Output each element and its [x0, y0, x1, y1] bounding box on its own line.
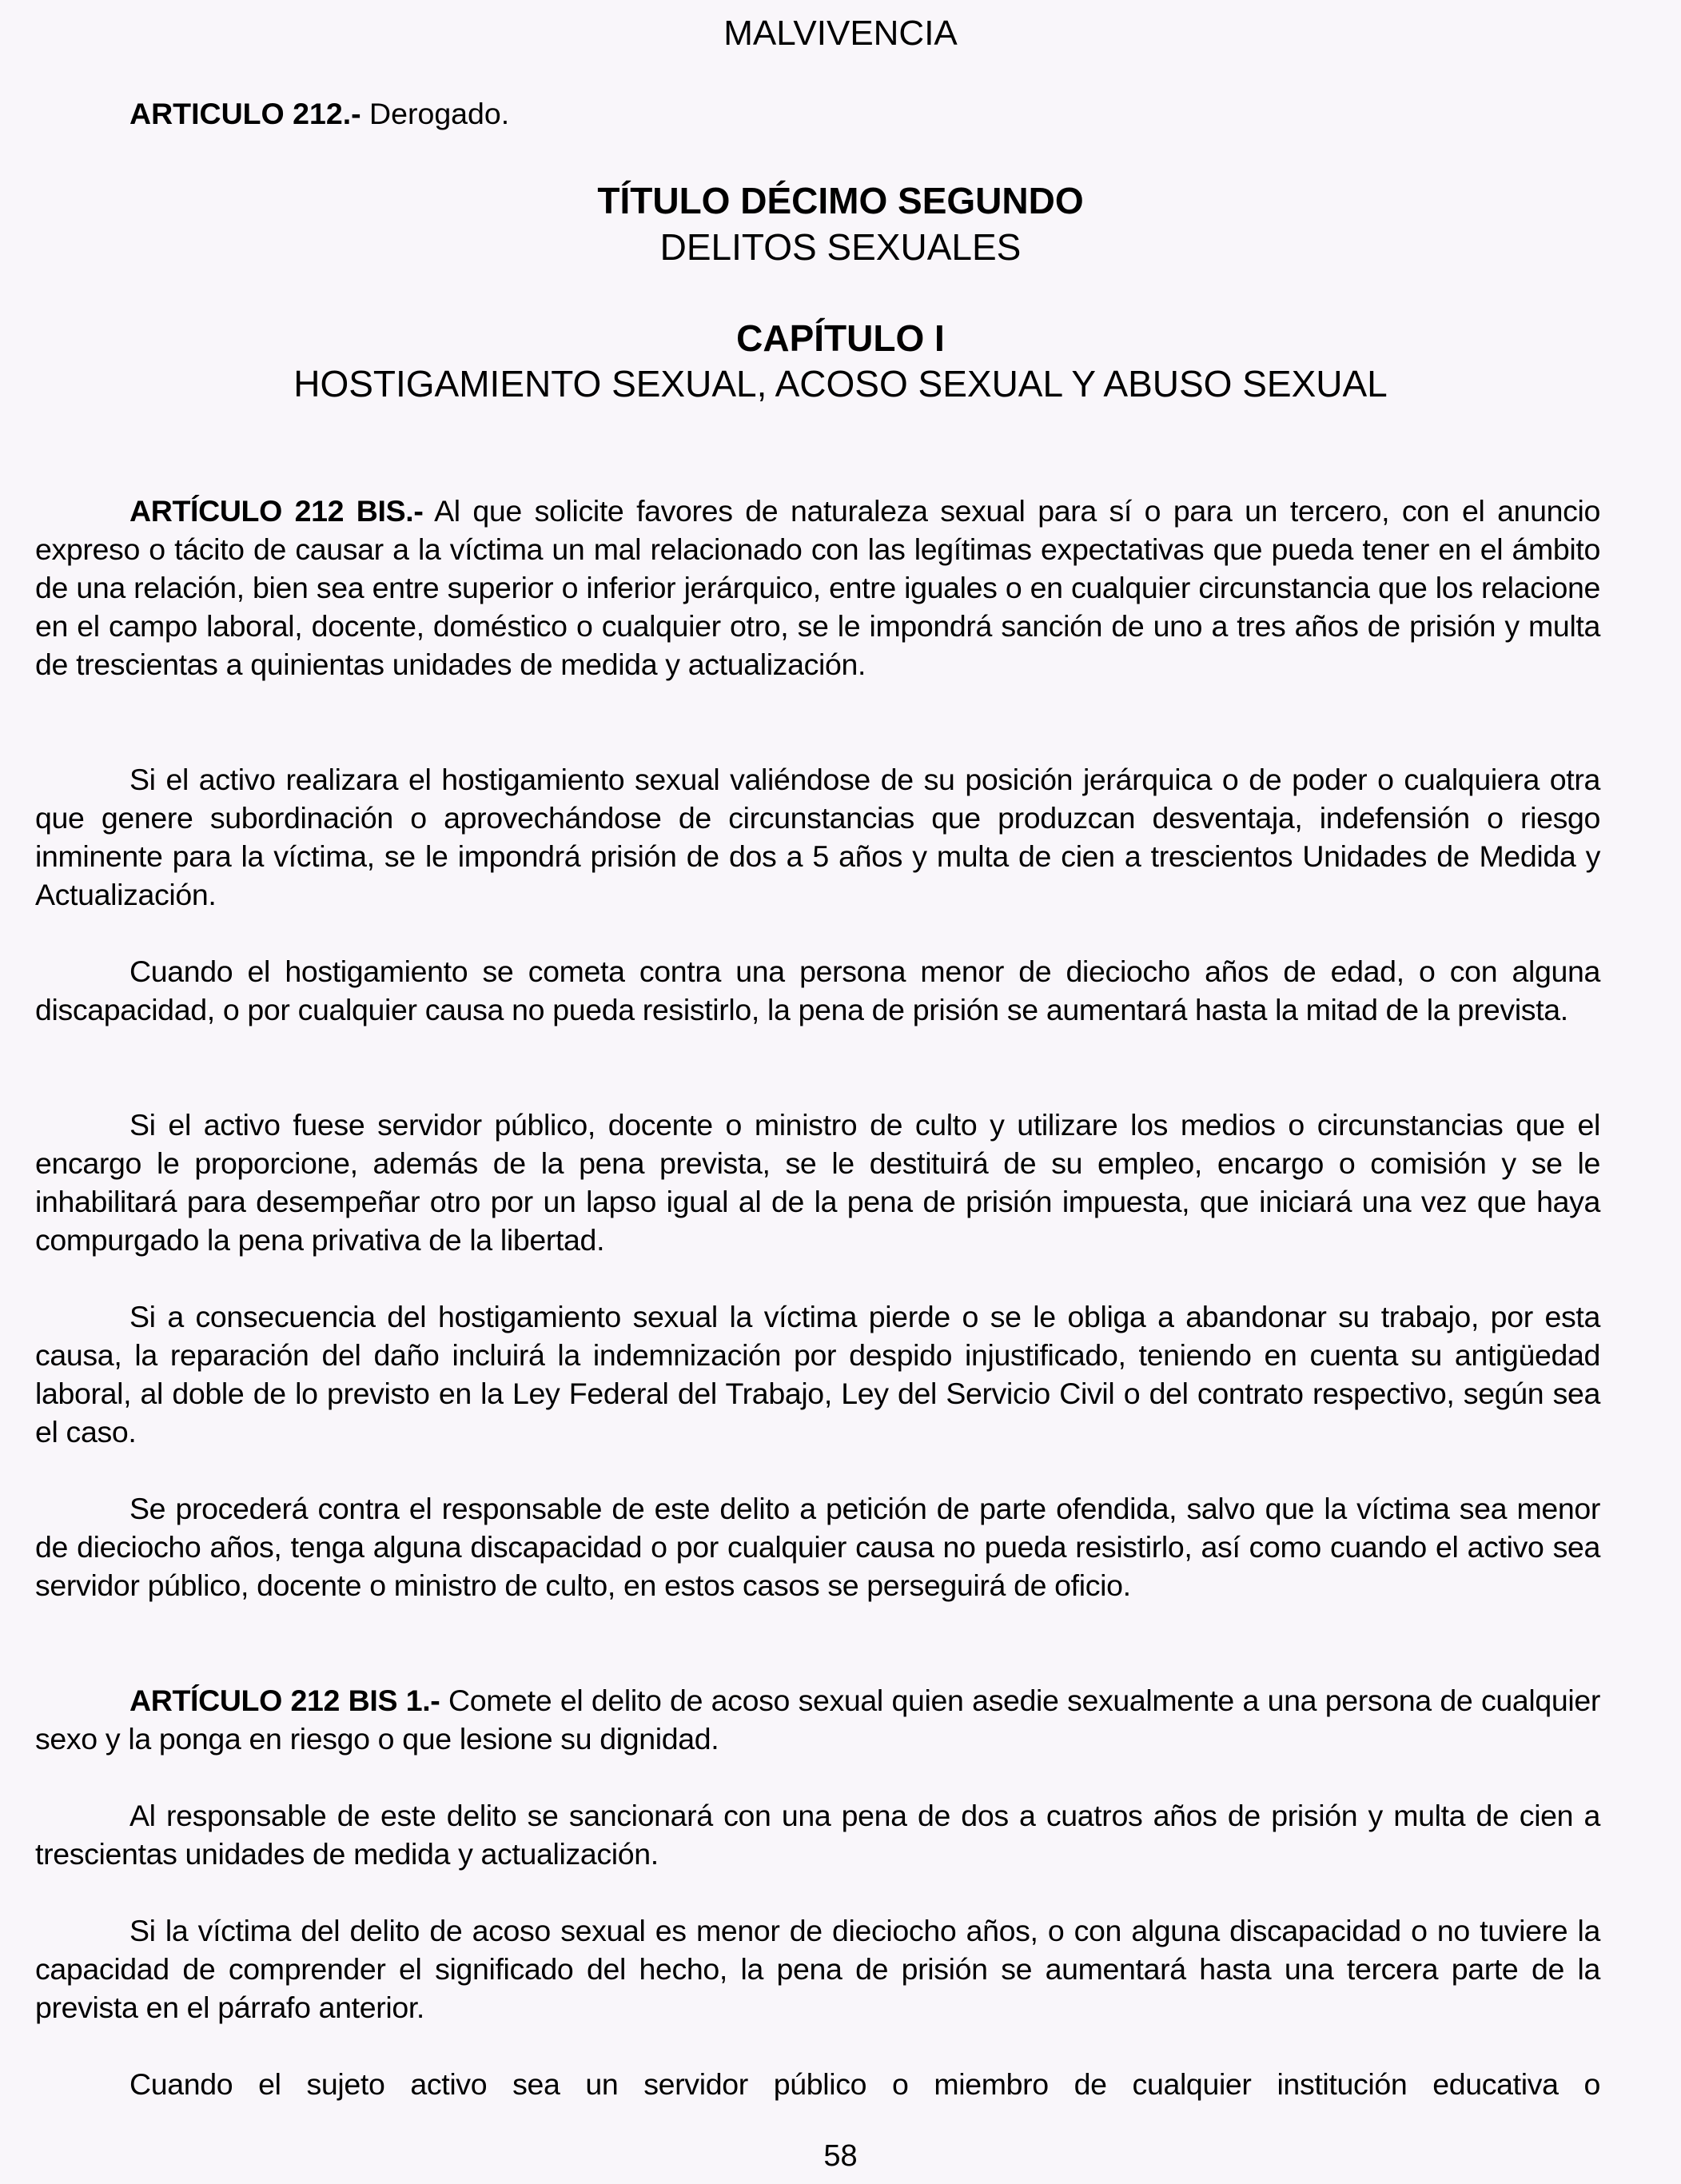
title-subheading: DELITOS SEXUALES — [659, 226, 1022, 268]
article-212-text: Derogado. — [360, 97, 510, 130]
paragraph-text: Comete el delito de acoso sexual quien asedie sexualmente a una persona de cualquier sexo y la ponga en riesgo o que lesione su dignidad. — [35, 1684, 1600, 1756]
paragraph — [35, 1911, 1600, 2027]
paragraph — [35, 1106, 1600, 1259]
article-212-bis-1 — [35, 1681, 1600, 1758]
running-head: MALVIVENCIA — [723, 14, 958, 53]
paragraph-text: Se procederá contra el responsable de este delito a petición de parte ofendida, salvo que la víctima sea menor de dieciocho años, tenga alguna discapacidad o por cualquier causa no pueda resistirlo, así como cuando el activo sea servidor público, docente o ministro de culto, en estos casos se perseguirá de oficio. — [35, 1492, 1600, 1602]
paragraph — [35, 952, 1600, 1029]
paragraph-text: Cuando el sujeto activo sea un servidor público o miembro de cualquier institución educativa o — [129, 2067, 1600, 2101]
paragraph-text: Al responsable de este delito se sancionará con una pena de dos a cuatros años de prisión y multa de cien a trescientas unidades de medida y actualización. — [35, 1799, 1600, 1871]
paragraph-continued — [35, 2065, 1600, 2103]
chapter-subheading: HOSTIGAMIENTO SEXUAL, ACOSO SEXUAL Y ABUSO SEXUAL — [293, 363, 1388, 405]
paragraph-text: Si el activo fuese servidor público, docente o ministro de culto y utilizare los medios o circunstancias que el encargo le proporcione, además de la pena prevista, se le destituirá de su empleo, encargo o comisión y se le inhabilitará para desempeñar otro por un lapso igual al de la pena de prisión impuesta, que iniciará una vez que haya compurgado la pena privativa de la libertad. — [35, 1108, 1600, 1257]
paragraph — [35, 1489, 1600, 1604]
paragraph-text: Al que solicite favores de naturaleza sexual para sí o para un tercero, con el anuncio expreso o tácito de causar a la víctima un mal relacionado con las legítimas expectativas que pueda tener en el ámbito de una relación, bien sea entre superior o inferior jerárquico, entre iguales o en cualquier circunstancia que los relacione en el campo laboral, docente, doméstico o cualquier otro, se le impondrá sanción de uno a tres años de prisión y multa de trescientas a quinientas unidades de medida y actualización. — [35, 494, 1601, 681]
paragraph-text: Si a consecuencia del hostigamiento sexual la víctima pierde o se le obliga a abandonar su trabajo, por esta causa, la reparación del daño incluirá la indemnización por despido injustificado, teniendo en cuenta su antigüedad laboral, al doble de lo previsto en la Ley Federal del Trabajo, Ley del Servicio Civil o del contrato respectivo, según sea el caso. — [35, 1300, 1600, 1449]
article-212-label: ARTICULO 212.- — [129, 97, 361, 130]
title-heading: TÍTULO DÉCIMO SEGUNDO — [597, 180, 1084, 221]
article-212-bis — [35, 492, 1600, 683]
page-number: 58 — [823, 2139, 858, 2173]
article-label: ARTÍCULO 212 BIS 1.- — [129, 1684, 440, 1717]
paragraph-text: Cuando el hostigamiento se cometa contra una persona menor de dieciocho años de edad, o con alguna discapacidad, o por cualquier causa no pueda resistirlo, la pena de prisión se aumentará hasta la mitad de la prevista. — [35, 955, 1600, 1026]
paragraph — [35, 760, 1600, 914]
chapter-heading: CAPÍTULO I — [736, 317, 945, 359]
paragraph-text: Si la víctima del delito de acoso sexual es menor de dieciocho años, o con alguna discapacidad o no tuviere la capacidad de comprender el significado del hecho, la pena de prisión se aumentará hasta una tercera parte de la prevista en el párrafo anterior. — [35, 1914, 1600, 2024]
paragraph — [35, 1796, 1600, 1873]
article-label: ARTÍCULO 212 BIS.- — [129, 494, 424, 528]
article-212 — [129, 94, 509, 133]
paragraph-text: Si el activo realizara el hostigamiento sexual valiéndose de su posición jerárquica o de poder o cualquiera otra que genere subordinación o aprovechándose de circunstancias que produzcan desventaja, indefensión o riesgo inminente para la víctima, se le impondrá prisión de dos a 5 años y multa de cien a trescientos Unidades de Medida y Actualización. — [35, 763, 1600, 911]
paragraph — [35, 1297, 1600, 1451]
